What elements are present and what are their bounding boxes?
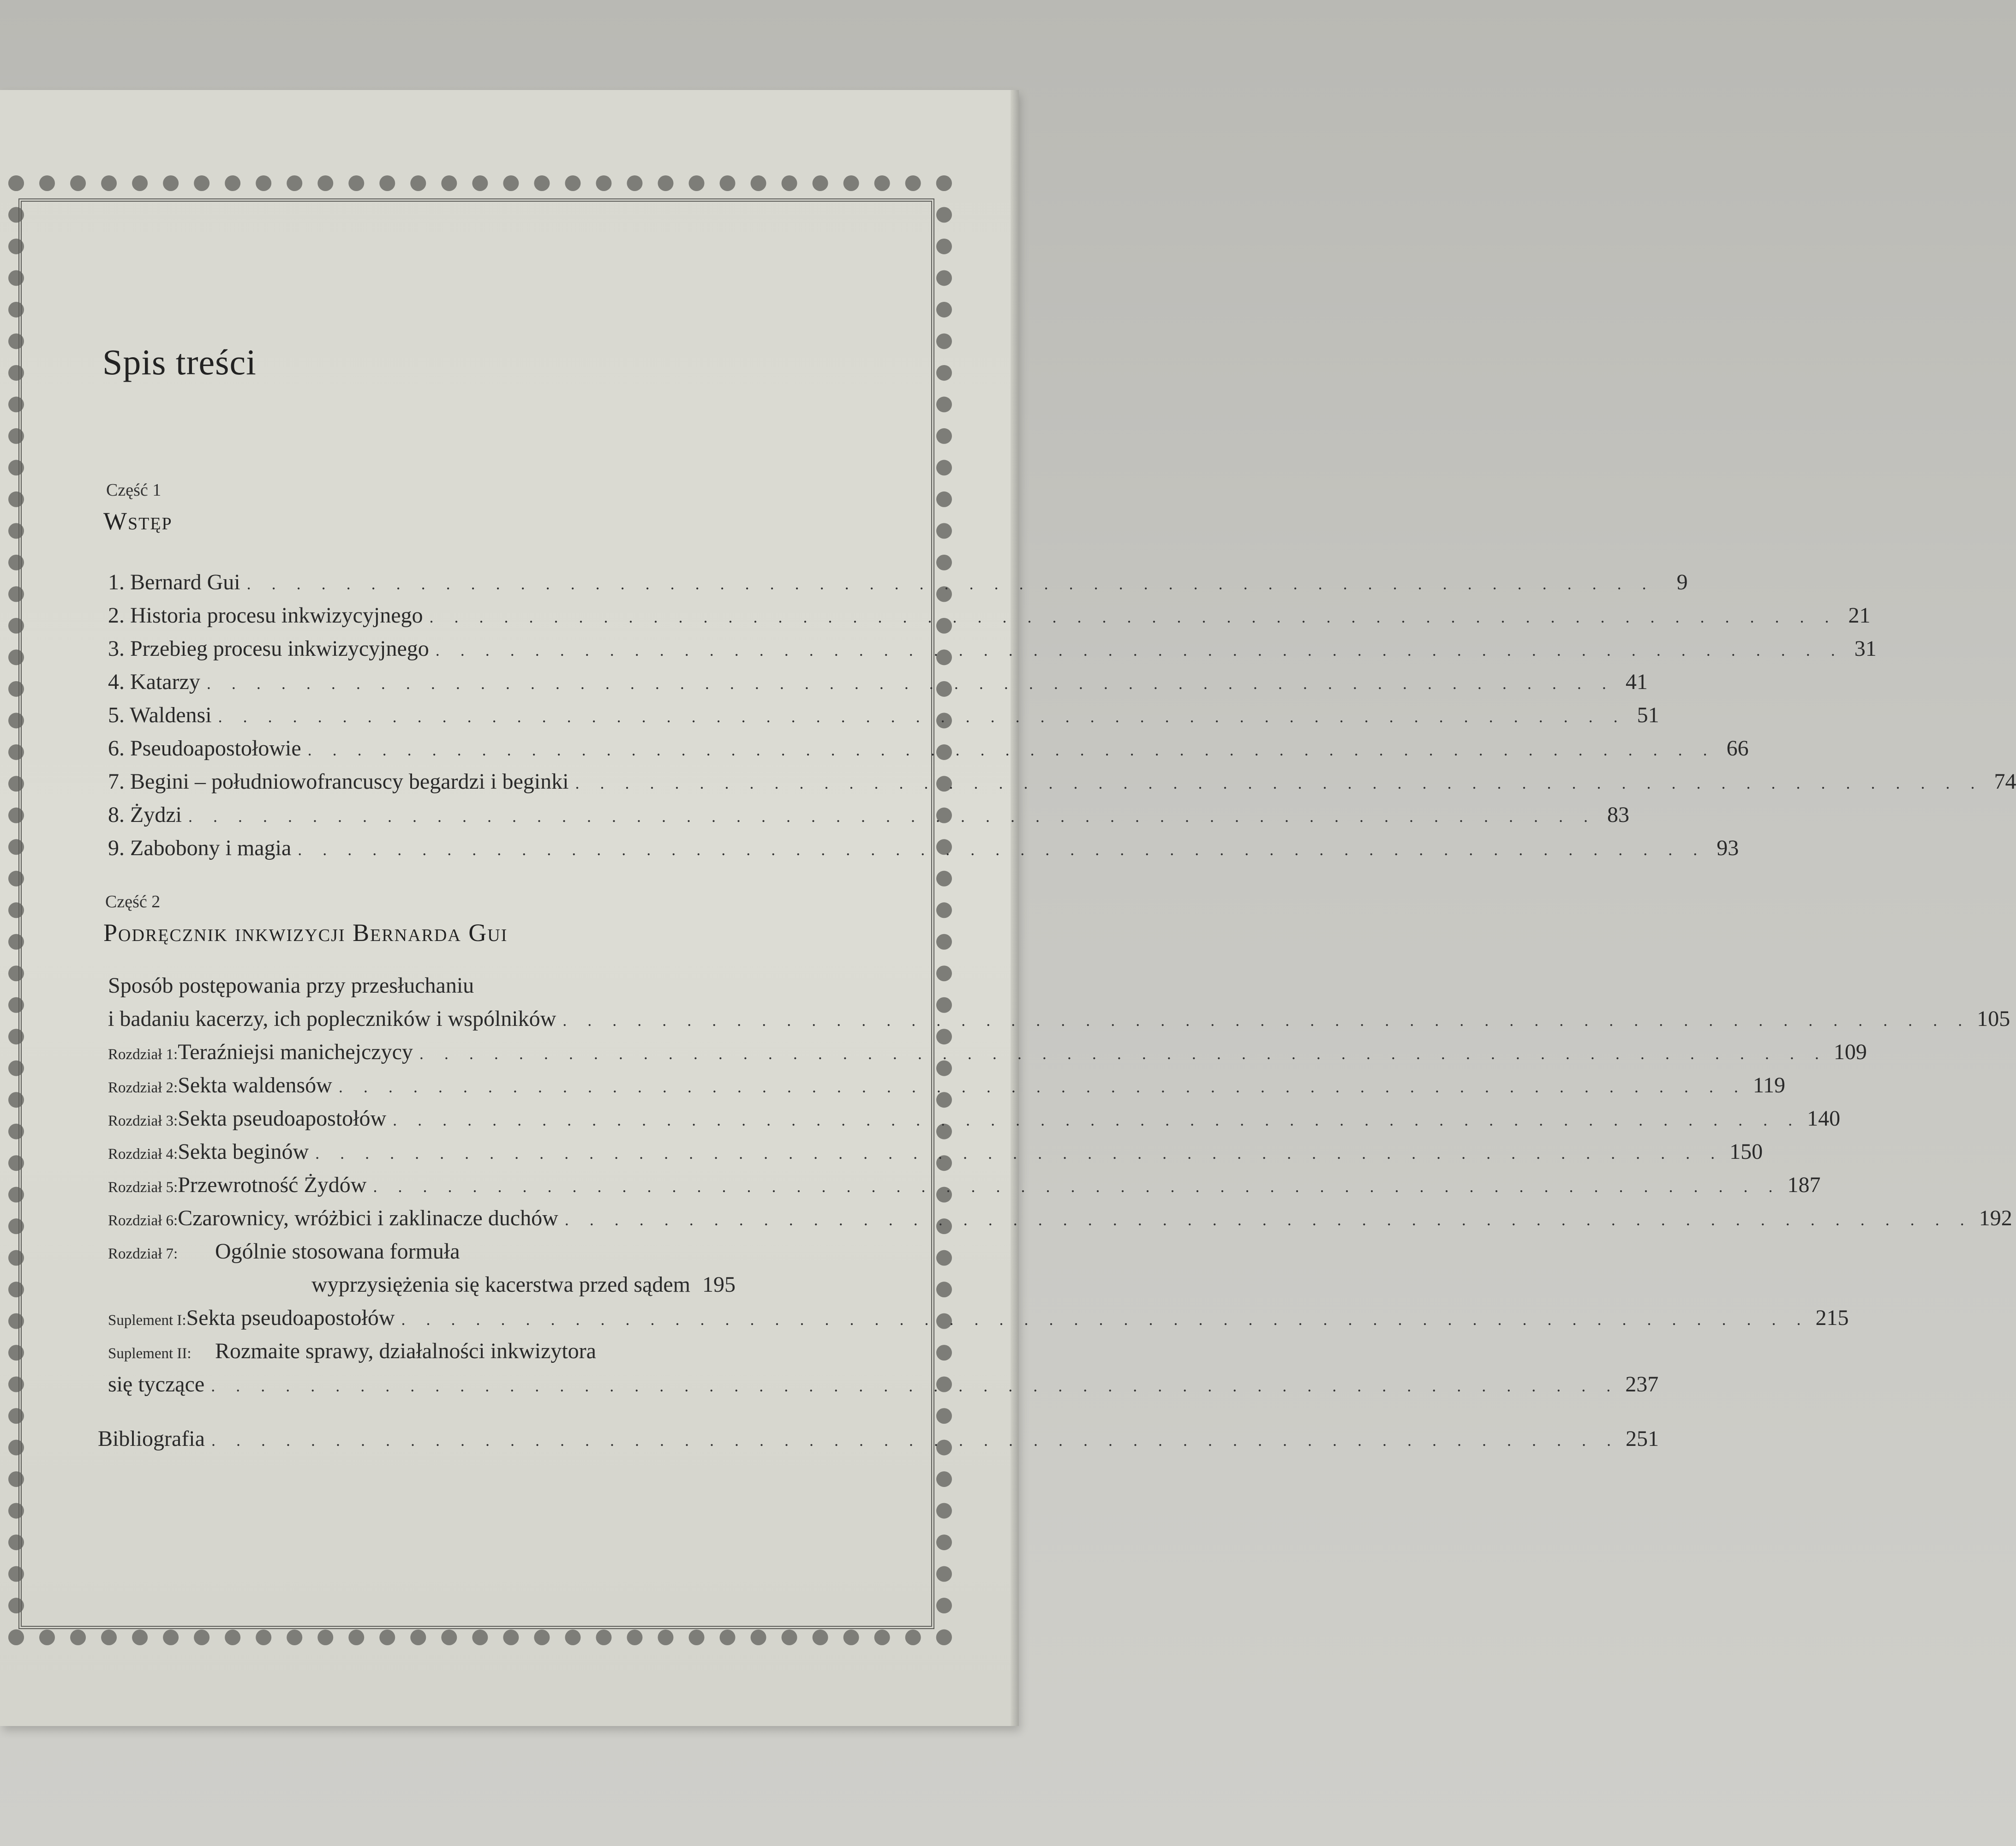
page-edge <box>1011 90 1019 1726</box>
entry-title: się tyczące <box>108 1372 205 1396</box>
dot-leader: . . . . . . . . . . . . . . . . . . . . . . . . . . . . . . . . . . . . . . . . . . . . . . . . . . . . . . . . . <box>373 1177 1781 1196</box>
entry-page: 51 <box>1637 703 1659 727</box>
entry-title: 1. Bernard Gui <box>108 570 240 594</box>
table-of-contents <box>88 342 2016 1456</box>
dot-leader: . . . . . . . . . . . . . . . . . . . . . . . . . . . . . . . . . . . . . . . . . . . . . . . . . . . . . . . . . <box>562 1011 1971 1030</box>
entry-title: Sekta pseudoapostołów <box>178 1106 387 1131</box>
entry-page: 251 <box>1625 1426 1659 1451</box>
toc-entry-intro-line1[interactable] <box>108 969 736 1002</box>
dot-leader: . . . . . . . . . . . . . . . . . . . . . . . . . . . . . . . . . . . . . . . . . . . . . . . . . . . . . . . . . <box>429 608 1837 626</box>
part-1-title: Wstęp <box>103 507 173 535</box>
dot-leader: . . . . . . . . . . . . . . . . . . . . . . . . . . . . . . . . . . . . . . . . . . . . . . . . . . . . . . . . . <box>298 840 1706 859</box>
dot-leader: . . . . . . . . . . . . . . . . . . . . . . . . . . . . . . . . . . . . . . . . . . . . . . . . . . . . . . . . . <box>338 1078 1747 1096</box>
entry-title: 5. Waldensi <box>108 703 212 727</box>
dot-leader: . . . . . . . . . . . . . . . . . . . . . . . . . . . . . . . . . . . . . . . . . . . . . . . . . . . . . . . . . <box>218 707 1626 726</box>
chapter-prefix: Rozdział 2: <box>108 1079 178 1096</box>
entry-page: 83 <box>1607 803 1629 827</box>
toc-chapter[interactable] <box>108 1069 1786 1102</box>
entry-title: Teraźniejsi manichejczycy <box>178 1040 413 1064</box>
entry-page: 237 <box>1625 1372 1659 1396</box>
entry-page: 192 <box>1979 1206 2012 1230</box>
chapter-prefix: Rozdział 5: <box>108 1179 178 1196</box>
entry-title: Sekta beginów <box>178 1139 309 1164</box>
entry-title: 4. Katarzy <box>108 670 200 694</box>
entry-title: Sekta waldensów <box>178 1073 332 1097</box>
chapter-prefix: Rozdział 6: <box>108 1212 178 1229</box>
entry-title: Ogólnie stosowana formuła <box>215 1239 460 1264</box>
entry-title: Sposób postępowania przy przesłuchaniu <box>108 973 474 998</box>
page-title: Spis treści <box>102 342 257 382</box>
toc-entry[interactable] <box>108 832 1739 865</box>
entry-title: 2. Historia procesu inkwizycyjnego <box>108 603 423 628</box>
toc-chapter-7-line2[interactable] <box>108 1268 736 1301</box>
entry-title: 7. Begini – południowofrancuscy begardzi i beginki <box>108 769 569 794</box>
toc-supplement-2-line1[interactable] <box>108 1335 736 1368</box>
entry-title: i badaniu kacerzy, ich popleczników i wspólników <box>108 1007 556 1031</box>
toc-entry[interactable] <box>108 699 1659 732</box>
entry-title: 9. Zabobony i magia <box>108 836 292 860</box>
toc-supplement-2-line2[interactable] <box>108 1368 1659 1401</box>
toc-chapter[interactable] <box>108 1169 1821 1202</box>
dot-leader: . . . . . . . . . . . . . . . . . . . . . . . . . . . . . . . . . . . . . . . . . . . . . . . . . . . . . . . . . <box>435 641 1843 659</box>
entry-page: 195 <box>702 1272 736 1297</box>
toc-chapter-7-line1[interactable] <box>108 1235 736 1268</box>
entry-title: Rozmaite sprawy, działalności inkwizytora <box>215 1339 596 1363</box>
chapter-prefix: Rozdział 3: <box>108 1113 178 1129</box>
entry-title: Sekta pseudoapostołów <box>186 1306 395 1330</box>
entry-page: 119 <box>1753 1073 1786 1097</box>
dot-leader: . . . . . . . . . . . . . . . . . . . . . . . . . . . . . . . . . . . . . . . . . . . . . . . . . . . . . . . . . <box>246 575 1655 593</box>
toc-entry-intro-line2[interactable] <box>108 1002 2010 1036</box>
toc-entry[interactable] <box>108 732 1749 765</box>
toc-entry[interactable] <box>108 798 1629 832</box>
dot-leader: . . . . . . . . . . . . . . . . . . . . . . . . . . . . . . . . . . . . . . . . . . . . . . . . . . . . . . . . . <box>188 807 1596 826</box>
entry-page: 41 <box>1625 670 1648 694</box>
part-2-entries <box>98 969 2012 1456</box>
dot-leader: . . . . . . . . . . . . . . . . . . . . . . . . . . . . . . . . . . . . . . . . . . . . . . . . . . . . . . . . . <box>419 1044 1827 1063</box>
toc-supplement[interactable] <box>108 1301 1849 1335</box>
part-2-label: Część 2 <box>105 892 161 911</box>
entry-title: 3. Przebieg procesu inkwizycyjnego <box>108 636 429 661</box>
entry-page: 215 <box>1815 1306 1849 1330</box>
chapter-prefix: Rozdział 1: <box>108 1046 178 1063</box>
part-2-title: Podręcznik inkwizycji Bernarda Gui <box>103 919 508 947</box>
dot-leader: . . . . . . . . . . . . . . . . . . . . . . . . . . . . . . . . . . . . . . . . . . . . . . . . . . . . . . . . . <box>575 774 1983 792</box>
toc-bibliography[interactable] <box>98 1422 1659 1456</box>
entry-page: 109 <box>1833 1040 1867 1064</box>
toc-entry[interactable] <box>108 665 1648 699</box>
toc-chapter[interactable] <box>108 1036 1867 1069</box>
entry-title: Bibliografia <box>98 1426 205 1451</box>
supplement-prefix: Suplement I: <box>108 1312 186 1329</box>
supplement-prefix: Suplement II: <box>108 1345 191 1362</box>
entry-title: Przewrotność Żydów <box>178 1173 367 1197</box>
entry-title: 8. Żydzi <box>108 803 182 827</box>
dot-leader: . . . . . . . . . . . . . . . . . . . . . . . . . . . . . . . . . . . . . . . . . . . . . . . . . . . . . . . . . <box>307 741 1716 759</box>
dot-leader: . . . . . . . . . . . . . . . . . . . . . . . . . . . . . . . . . . . . . . . . . . . . . . . . . . . . . . . . . <box>315 1144 1723 1163</box>
toc-entry[interactable] <box>108 632 1877 665</box>
entry-page: 31 <box>1854 636 1877 661</box>
entry-title: Czarownicy, wróżbici i zaklinacze duchów <box>178 1206 558 1230</box>
dot-leader: . . . . . . . . . . . . . . . . . . . . . . . . . . . . . . . . . . . . . . . . . . . . . . . . . . . . . . . . . <box>401 1310 1809 1329</box>
entry-page: 21 <box>1848 603 1871 628</box>
entry-page: 74 <box>1994 769 2016 794</box>
entry-title: 6. Pseudoapostołowie <box>108 736 301 761</box>
entry-title: wyprzysiężenia się kacerstwa przed sądem <box>311 1272 690 1297</box>
entry-page: 93 <box>1717 836 1739 860</box>
toc-entry[interactable] <box>108 599 1871 632</box>
entry-page: 140 <box>1807 1106 1841 1131</box>
entry-page: 105 <box>1977 1007 2010 1031</box>
entry-page: 150 <box>1729 1139 1763 1164</box>
entry-page: 9 <box>1676 570 1688 594</box>
dot-leader: . . . . . . . . . . . . . . . . . . . . . . . . . . . . . . . . . . . . . . . . . . . . . . . . . . . . . . . . . <box>211 1431 1619 1450</box>
chapter-prefix: Rozdział 7: <box>108 1246 178 1262</box>
toc-chapter[interactable] <box>108 1202 2012 1235</box>
toc-entry[interactable] <box>108 566 1688 599</box>
dot-leader: . . . . . . . . . . . . . . . . . . . . . . . . . . . . . . . . . . . . . . . . . . . . . . . . . . . . . . . . . <box>211 1377 1619 1395</box>
dot-leader: . . . . . . . . . . . . . . . . . . . . . . . . . . . . . . . . . . . . . . . . . . . . . . . . . . . . . . . . . <box>564 1211 1973 1229</box>
entry-page: 187 <box>1787 1173 1821 1197</box>
toc-chapter[interactable] <box>108 1102 1841 1135</box>
part-1-entries <box>108 566 2016 865</box>
dot-leader: . . . . . . . . . . . . . . . . . . . . . . . . . . . . . . . . . . . . . . . . . . . . . . . . . . . . . . . . . <box>206 674 1615 693</box>
chapter-prefix: Rozdział 4: <box>108 1146 178 1163</box>
toc-chapter[interactable] <box>108 1135 1763 1169</box>
part-1-label: Część 1 <box>106 480 162 500</box>
entry-page: 66 <box>1726 736 1749 761</box>
dot-leader: . . . . . . . . . . . . . . . . . . . . . . . . . . . . . . . . . . . . . . . . . . . . . . . . . . . . . . . . . <box>393 1111 1801 1129</box>
toc-entry[interactable] <box>108 765 2016 798</box>
